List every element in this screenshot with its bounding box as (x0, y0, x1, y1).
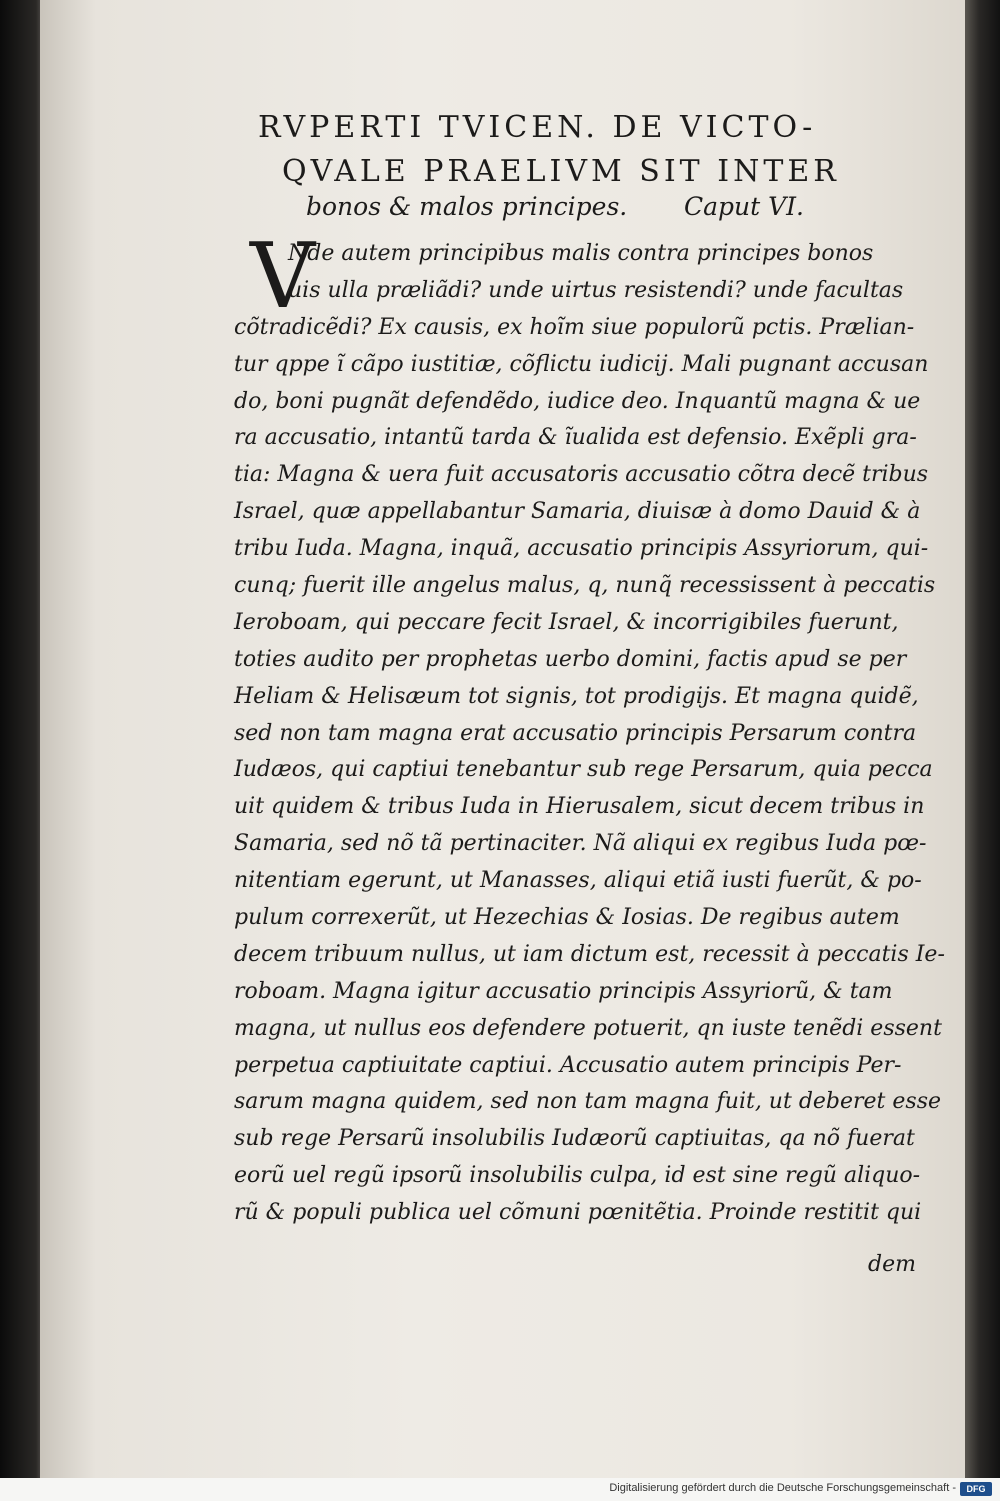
text-line: rũ & populi publica uel cõmuni pœnitẽtia. Proinde restitit qui (234, 1200, 922, 1226)
dfg-logo: DFG (960, 1482, 992, 1496)
chapter-subtitle-text: bonos & malos principes. (306, 192, 628, 221)
text-line: magna, ut nullus eos defendere potuerit, qn iuste tenẽdi essent (234, 1015, 942, 1041)
body-text (234, 236, 945, 1232)
text-line: cõtradicẽdi? Ex causis, ex hoĩm siue populorũ pctis. Prælian- (234, 314, 915, 340)
text-line: uis ulla præliãdi? unde uirtus resistendi? unde facultas (288, 277, 904, 303)
text-line: roboam. Magna igitur accusatio principis Assyriorũ, & tam (234, 978, 893, 1004)
running-head: RVPERTI TVICEN. DE VICTO- (258, 110, 817, 145)
chapter-title: QVALE PRAELIVM SIT INTER (282, 154, 840, 189)
text-line: sed non tam magna erat accusatio principis Persarum contra (234, 720, 917, 746)
drop-cap-initial: V (250, 224, 315, 329)
text-line: sarum magna quidem, sed non tam magna fuit, ut deberet esse (234, 1089, 942, 1115)
text-line: tribu Iuda. Magna, inquã, accusatio principis Assyriorum, qui- (234, 536, 929, 562)
text-line: Heliam & Helisæum tot signis, tot prodigijs. Et magna quidẽ, (234, 683, 919, 709)
text-line: Iudæos, qui captiui tenebantur sub rege Persarum, quia pecca (234, 757, 933, 783)
text-line: do, boni pugnãt defendẽdo, iudice deo. Inquantũ magna & ue (234, 388, 921, 414)
text-line: uit quidem & tribus Iuda in Hierusalem, sicut decem tribus in (234, 794, 925, 820)
text-line: nitentiam egerunt, ut Manasses, aliqui etiã iusti fuerũt, & po- (234, 868, 922, 894)
text-line: ra accusatio, intantũ tarda & ĩualida est defensio. Exẽpli gra- (234, 425, 917, 451)
footer-bar (0, 1478, 1000, 1501)
text-line: cunq; fuerit ille angelus malus, q, nunq̃ recessissent à peccatis (234, 573, 936, 599)
text-line: decem tribuum nullus, ut iam dictum est, recessit à peccatis Ie- (234, 941, 945, 967)
text-line: Ieroboam, qui peccare fecit Israel, & incorrigibiles fuerunt, (234, 609, 899, 635)
funding-credit: Digitalisierung gefördert durch die Deutsche Forschungsgemeinschaft - (609, 1482, 956, 1494)
text-line: Nde autem principibus malis contra principes bonos (288, 241, 874, 266)
text-line: perpetua captiuitate captiui. Accusatio autem principis Per- (234, 1052, 902, 1078)
text-line: eorũ uel regũ ipsorũ insolubilis culpa, id est sine regũ aliquo- (234, 1163, 921, 1189)
text-line: sub rege Persarũ insolubilis Iudæorũ captiuitas, qa nõ fuerat (234, 1126, 915, 1152)
text-line: Samaria, sed nõ tã pertinaciter. Nã aliqui ex regibus Iuda pœ- (234, 831, 927, 857)
chapter-number: Caput VI. (684, 192, 805, 221)
text-line: tur qppe ĩ cãpo iustitiæ, cõflictu iudicij. Mali pugnant accusan (234, 351, 929, 377)
chapter-subtitle (306, 192, 826, 221)
text-line: tia: Magna & uera fuit accusatoris accusatio cõtra decẽ tribus (234, 462, 929, 488)
text-line: pulum correxerũt, ut Hezechias & Iosias. De regibus autem (234, 905, 900, 931)
text-line: Israel, quæ appellabantur Samaria, diuisæ à domo Dauid & à (234, 499, 921, 525)
page-edge-shadow (965, 0, 1000, 1478)
text-line: toties audito per prophetas uerbo domini, factis apud se per (234, 646, 907, 672)
catchword: dem (868, 1252, 916, 1277)
